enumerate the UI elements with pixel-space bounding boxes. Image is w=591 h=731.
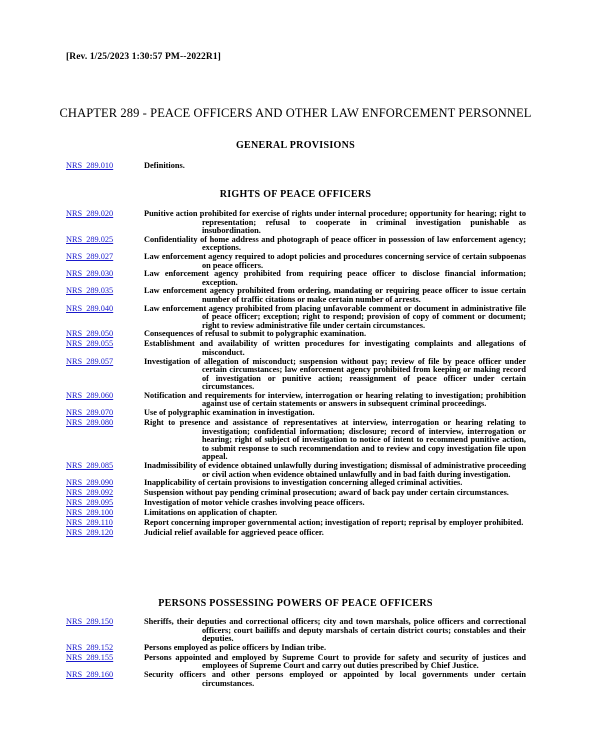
nrs-link[interactable]: NRS 289.030: [66, 269, 114, 279]
nrs-link[interactable]: NRS 289.160: [66, 669, 114, 679]
section-description: Right to presence and assistance of representatives at interview, interrogation or hearing relating to investigation; confidential information; disclosure; record of interview, interrogation or hearing; right of subject of investigation to notice of intent to recommend punitive action, to submit response to such recommendation and to review and copy investigation file upon appeal.: [144, 418, 526, 462]
nrs-link[interactable]: NRS 289.120: [66, 528, 114, 538]
list-item: [66, 392, 526, 409]
list-item: [66, 340, 526, 357]
section-description: Persons appointed and employed by Supreme Court to provide for safety and security of justices and employees of Supreme Court and carry out duties prescribed by Chief Justice.: [144, 652, 526, 671]
list-item: [66, 305, 526, 331]
nrs-link[interactable]: NRS 289.057: [66, 356, 114, 366]
nrs-link[interactable]: NRS 289.035: [66, 286, 114, 296]
nrs-link[interactable]: NRS 289.085: [66, 461, 114, 471]
section-heading-rights-of-peace-officers: RIGHTS OF PEACE OFFICERS: [219, 189, 372, 200]
section-description: Law enforcement agency required to adopt policies and procedures concerning service of certain subpoenas on peace officers.: [144, 251, 526, 270]
list-item: [66, 462, 526, 479]
section-description: Use of polygraphic examination in investigation.: [144, 408, 315, 418]
nrs-link[interactable]: NRS 289.152: [66, 642, 114, 652]
section-description: Punitive action prohibited for exercise of rights under internal procedure; opportunity for hearing; right to representation; refusal to cooperate in criminal investigation punishable as insubordination.: [144, 209, 526, 236]
section-description: Investigation of motor vehicle crashes involving peace officers.: [144, 498, 365, 508]
nrs-link[interactable]: NRS 289.040: [66, 303, 114, 313]
section-description: Law enforcement agency prohibited from placing unfavorable comment or document in administrative file of peace officer; exception; right to respond; provision of copy of comment or document; right to review administrative file under certain circumstances.: [144, 303, 526, 330]
section-description: Notification and requirements for interview, interrogation or hearing relating to investigation; prohibition against use of certain statements or answers in subsequent criminal proceedings.: [144, 390, 526, 409]
section-description: Sheriffs, their deputies and correctional officers; city and town marshals, police officers and correctional officers; court bailiffs and deputy marshals of certain district courts; constables and their deputies.: [144, 617, 526, 644]
section-description: Security officers and other persons employed or appointed by local governments under certain circumstances.: [144, 669, 526, 688]
section-heading-persons-possessing-powers: PERSONS POSSESSING POWERS OF PEACE OFFICERS: [158, 598, 433, 609]
section-description: Suspension without pay pending criminal prosecution; award of back pay under certain circumstances.: [144, 488, 509, 498]
section-description: Investigation of allegation of misconduct; suspension without pay; review of file by peace officer under certain circumstances; law enforcement agency prohibited from keeping or making record of investigation or punitive action; reassignment of peace officer under certain circumstances.: [144, 356, 526, 392]
nrs-link[interactable]: NRS 289.050: [66, 329, 114, 339]
nrs-link[interactable]: NRS 289.027: [66, 251, 114, 261]
nrs-link[interactable]: NRS 289.070: [66, 408, 114, 418]
nrs-link[interactable]: NRS 289.060: [66, 390, 114, 400]
list-item: [66, 499, 526, 509]
list-item: [66, 236, 526, 253]
nrs-link[interactable]: NRS 289.100: [66, 508, 114, 518]
list-item: [66, 671, 526, 688]
list-item: [66, 287, 526, 304]
section-description: Judicial relief available for aggrieved peace officer.: [144, 528, 324, 538]
list-item: [66, 270, 526, 287]
revision-stamp: [Rev. 1/25/2023 1:30:57 PM--2022R1]: [66, 52, 221, 62]
list-item: [66, 358, 526, 392]
chapter-title: CHAPTER 289 - PEACE OFFICERS AND OTHER LAW ENFORCEMENT PERSONNEL: [59, 106, 532, 120]
section-description: Law enforcement agency prohibited from ordering, mandating or requiring peace officer to issue certain number of traffic citations or make certain number of arrests.: [144, 286, 526, 304]
section-description: Definitions.: [144, 161, 185, 170]
section-description: Persons employed as police officers by Indian tribe.: [144, 642, 327, 652]
section-rights-of-peace-officers: [66, 210, 526, 539]
list-item: [66, 253, 526, 270]
section-heading-general-provisions: GENERAL PROVISIONS: [235, 140, 356, 151]
nrs-link[interactable]: NRS 289.150: [66, 617, 114, 626]
section-description: Limitations on application of chapter.: [144, 508, 278, 518]
section-description: Inadmissibility of evidence obtained unlawfully during investigation; dismissal of administrative proceeding or civil action when evidence obtained unlawfully and in bad faith during investigation.: [144, 461, 526, 479]
list-item: [66, 618, 526, 644]
section-description: Confidentiality of home address and photograph of peace officer in possession of law enforcement agency; exceptions.: [144, 234, 526, 253]
list-item: [66, 162, 526, 172]
section-description: Report concerning improper governmental action; investigation of report; reprisal by employer prohibited.: [144, 518, 524, 528]
nrs-link[interactable]: NRS 289.080: [66, 418, 114, 428]
nrs-link[interactable]: NRS 289.020: [66, 209, 114, 218]
section-description: Establishment and availability of written procedures for investigating complaints and allegations of misconduct.: [144, 339, 526, 357]
nrs-link[interactable]: NRS 289.025: [66, 234, 114, 244]
section-description: Law enforcement agency prohibited from requiring peace officer to disclose financial information; exception.: [144, 269, 526, 287]
nrs-link[interactable]: NRS 289.090: [66, 478, 114, 488]
list-item: [66, 529, 526, 539]
nrs-link[interactable]: NRS 289.010: [66, 161, 114, 170]
section-description: Inapplicability of certain provisions to investigation concerning alleged criminal activities.: [144, 478, 463, 488]
nrs-link[interactable]: NRS 289.155: [66, 652, 114, 662]
section-persons-possessing-powers: [66, 618, 526, 688]
list-item: [66, 210, 526, 236]
nrs-link[interactable]: NRS 289.092: [66, 488, 114, 498]
list-item: [66, 419, 526, 462]
nrs-link[interactable]: NRS 289.110: [66, 518, 113, 528]
list-item: [66, 654, 526, 671]
section-description: Consequences of refusal to submit to polygraphic examination.: [144, 329, 367, 339]
nrs-link[interactable]: NRS 289.055: [66, 339, 114, 349]
nrs-link[interactable]: NRS 289.095: [66, 498, 114, 508]
section-general-provisions: [66, 162, 526, 172]
